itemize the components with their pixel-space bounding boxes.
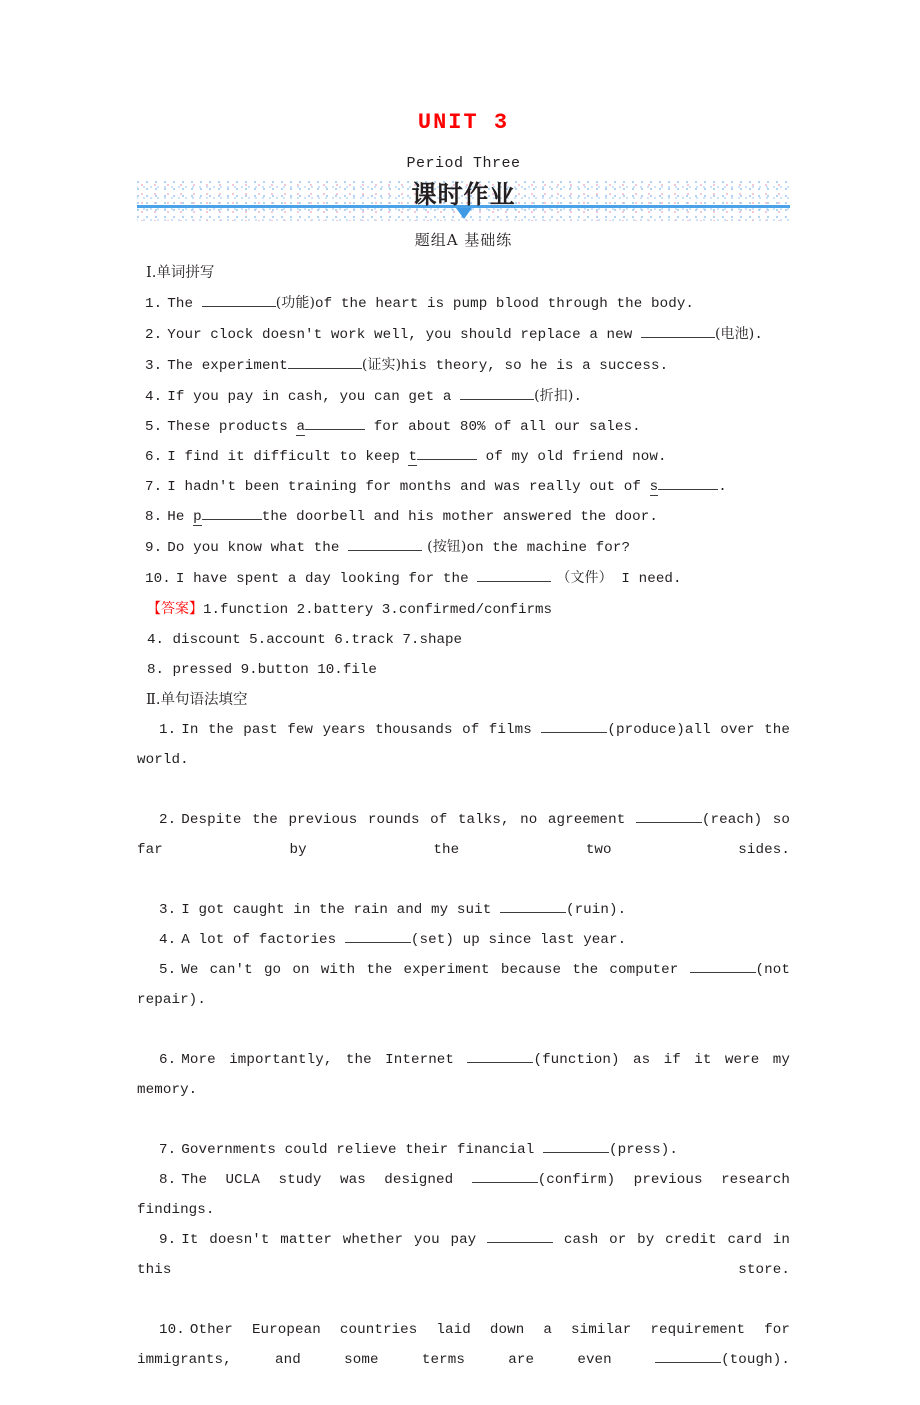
question-item: [137, 1315, 790, 1405]
question-text: I got caught in the rain and my suit: [181, 902, 500, 918]
question-hint: (reach): [701, 812, 763, 828]
answer-blank[interactable]: [472, 1182, 538, 1183]
question-text: .: [573, 389, 583, 405]
answer-blank[interactable]: [345, 942, 411, 943]
question-text: of my old friend now.: [477, 449, 667, 465]
question-text: We can't go on with the experiment because the computer: [181, 962, 690, 978]
question-text: .: [617, 902, 627, 918]
question-number: 7.: [159, 1142, 177, 1158]
answer-blank[interactable]: [288, 368, 362, 369]
answer-blank[interactable]: [305, 429, 365, 430]
question-hint: (ruin): [565, 902, 618, 918]
answer-blank[interactable]: [487, 1242, 553, 1243]
answer-blank[interactable]: [543, 1152, 609, 1153]
question-text: previous research findings.: [137, 1172, 790, 1218]
question-item: [137, 319, 790, 350]
question-item: [137, 350, 790, 381]
question-number: 3.: [159, 902, 177, 918]
question-hint: (功能): [275, 295, 316, 311]
question-number: 5.: [145, 419, 163, 435]
question-text: In the past few years thousands of films: [181, 722, 542, 738]
answer-blank[interactable]: [658, 489, 718, 490]
question-text: I find it difficult to keep: [167, 449, 409, 465]
question-text: Despite the previous rounds of talks, no agreement: [181, 812, 636, 828]
answer-blank[interactable]: [417, 459, 477, 460]
question-number: 8.: [145, 509, 163, 525]
question-text: The UCLA study was designed: [181, 1172, 472, 1188]
question-number: 1.: [145, 296, 163, 312]
question-item: [137, 895, 790, 925]
question-number: 2.: [145, 327, 163, 343]
question-text: of the heart is pump blood through the body.: [315, 296, 695, 312]
question-text: .: [197, 992, 206, 1008]
question-text: .: [781, 1352, 790, 1368]
answer-line: [137, 594, 790, 625]
question-number: 8.: [159, 1172, 177, 1188]
question-number: 6.: [145, 449, 163, 465]
answer-line: 8. pressed 9.button 10.file: [147, 662, 377, 678]
answer-blank[interactable]: [202, 519, 262, 520]
question-hint: (press): [609, 1142, 670, 1158]
answer-blank[interactable]: [202, 306, 276, 307]
question-hint: (confirm): [537, 1172, 616, 1188]
question-text: The: [167, 296, 202, 312]
answer-seed-letter: p: [193, 509, 202, 525]
answer-blank[interactable]: [541, 732, 607, 733]
question-hint: (not repair): [137, 962, 790, 1008]
worksheet-content: [137, 258, 790, 1405]
question-text: for about 80% of all our sales.: [365, 419, 641, 435]
question-text: .: [754, 327, 763, 343]
question-text: as if it were my memory.: [137, 1052, 791, 1098]
question-number: 9.: [159, 1232, 177, 1248]
question-text: Governments could relieve their financial: [181, 1142, 544, 1158]
answer-seed-letter: a: [296, 419, 306, 435]
question-number: 4.: [145, 389, 163, 405]
answer-blank[interactable]: [500, 912, 566, 913]
question-text: up since last year.: [453, 932, 627, 948]
question-text: I need.: [612, 571, 682, 587]
question-item: [137, 502, 790, 532]
question-text: so far by the two sides.: [137, 812, 790, 858]
question-item: [137, 955, 790, 1045]
question-item: [137, 472, 790, 502]
question-hint: (produce): [607, 722, 685, 738]
answer-line: 4. discount 5.account 6.track 7.shape: [147, 632, 463, 648]
answer-blank[interactable]: [460, 399, 534, 400]
answer-text: 1.function 2.battery 3.confirmed/confirms: [203, 602, 553, 618]
question-text: the doorbell and his mother answered the door.: [261, 509, 658, 525]
question-text: It doesn't matter whether you pay: [181, 1232, 488, 1248]
answer-blank[interactable]: [690, 972, 756, 973]
answer-seed-letter: s: [649, 479, 659, 495]
question-text: .: [669, 1142, 678, 1158]
question-number: 4.: [159, 932, 177, 948]
question-text: Other European countries laid down a similar requirement for immigrants, and some terms are even: [137, 1322, 790, 1368]
question-number: 6.: [159, 1052, 177, 1068]
question-item: [137, 1045, 790, 1135]
question-item: [137, 532, 790, 563]
section-banner: [137, 181, 790, 221]
question-text: on the machine for?: [466, 540, 631, 556]
question-text: his theory, so he is a success.: [401, 358, 669, 374]
period-subtitle: Period Three: [406, 155, 521, 172]
question-number: 9.: [145, 540, 163, 556]
question-item: [137, 442, 790, 472]
answer-blank[interactable]: [655, 1362, 721, 1363]
question-hint: (电池): [715, 326, 755, 342]
answer-blank[interactable]: [636, 822, 702, 823]
question-text: Your clock doesn't work well, you should replace a new: [167, 327, 641, 343]
question-number: 10.: [159, 1322, 185, 1338]
answer-blank[interactable]: [641, 337, 715, 338]
question-text: These products: [167, 419, 297, 435]
question-text: He: [167, 509, 194, 525]
question-text: More importantly, the Internet: [181, 1052, 468, 1068]
question-item: [137, 412, 790, 442]
question-hint: (折扣): [534, 388, 574, 404]
answer-blank[interactable]: [467, 1062, 533, 1063]
question-number: 2.: [159, 812, 177, 828]
question-item: [137, 381, 790, 412]
answer-seed-letter: t: [408, 449, 418, 465]
question-hint: （文件）: [556, 570, 613, 586]
section-two-heading: Ⅱ.单句语法填空: [146, 692, 248, 708]
answer-blank[interactable]: [348, 550, 422, 551]
section-one-heading: Ⅰ.单词拼写: [146, 265, 215, 281]
question-text: A lot of factories: [181, 932, 345, 948]
answer-label: 【答案】: [147, 601, 203, 617]
question-hint: (按钮): [427, 539, 467, 555]
question-hint: (证实): [361, 357, 402, 373]
question-item: [137, 925, 790, 955]
question-item: [137, 805, 790, 895]
question-number: 3.: [145, 358, 163, 374]
question-text: Do you know what the: [167, 540, 349, 556]
group-heading: 题组A 基础练: [414, 231, 513, 249]
question-item: [137, 715, 790, 805]
question-text: I have spent a day looking for the: [175, 571, 478, 587]
banner-title: 课时作业: [411, 180, 516, 209]
question-text: If you pay in cash, you can get a: [167, 389, 461, 405]
question-text: cash or by credit card in this store.: [137, 1232, 790, 1278]
question-number: 1.: [159, 722, 177, 738]
answer-blank[interactable]: [477, 581, 551, 582]
question-text: I hadn't been training for months and was really out of: [167, 479, 650, 495]
question-text: .: [718, 479, 727, 495]
question-hint: (tough): [721, 1352, 782, 1368]
question-number: 10.: [145, 571, 171, 587]
question-hint: (function): [533, 1052, 620, 1068]
question-item: [137, 563, 790, 594]
question-text: all over the world.: [137, 722, 790, 768]
question-number: 5.: [159, 962, 177, 978]
question-number: 7.: [145, 479, 163, 495]
question-text: The experiment: [167, 358, 288, 374]
question-item: [137, 1165, 790, 1225]
question-item: [137, 288, 790, 319]
question-item: [137, 1135, 790, 1165]
question-hint: (set): [410, 932, 454, 948]
page-title: UNIT 3: [417, 110, 510, 135]
